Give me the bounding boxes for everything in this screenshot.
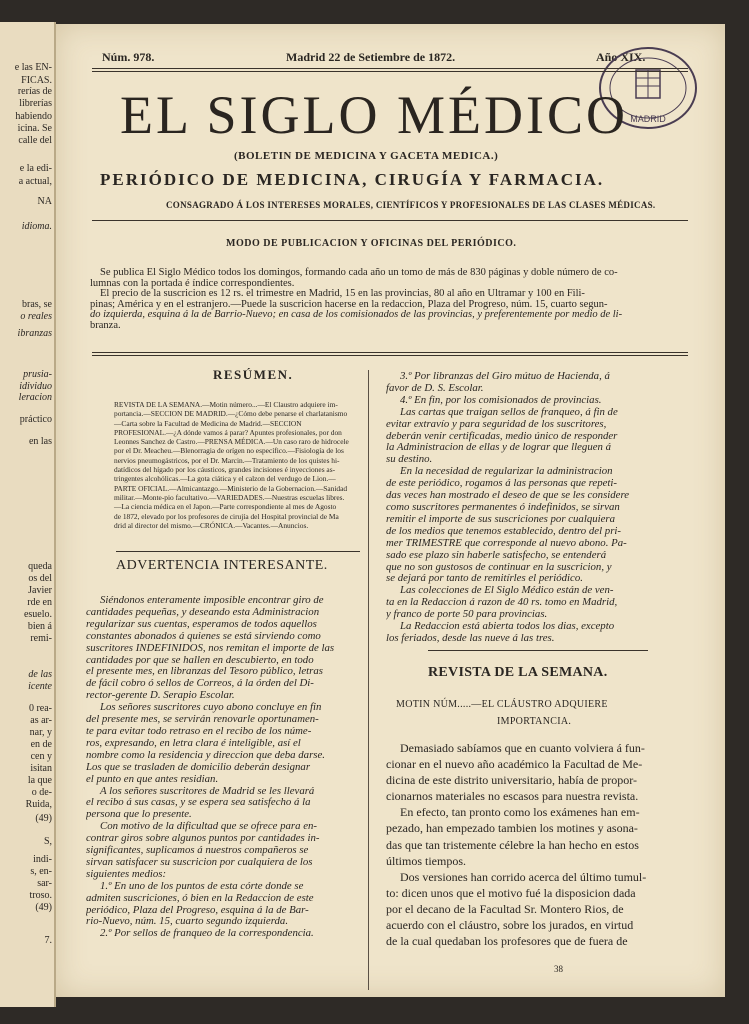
left-page-line: (49) — [35, 902, 52, 913]
advcol-line: A los señores suscritores de Madrid se les llevará — [100, 785, 315, 797]
advcol-line: contrar giros sobre algunos puntos por cantidades in- — [86, 833, 320, 845]
left-page-line: rerías de — [17, 86, 52, 97]
issue-date: Madrid 22 de Setiembre de 1872. — [286, 50, 456, 64]
resumen-line: de 1872, elevado por los profesores de cirujía del Hospital provincial de Ma — [114, 511, 339, 521]
rbody-line: por el decano de la Facultad Sr. Montero Rios, de — [386, 901, 624, 916]
advcol-line: periódico, Plaza del Progreso, esquina á la de Bar- — [86, 904, 309, 916]
advcol-line: sirvan satisfacer su suscricion por cualquiera de los — [86, 856, 313, 868]
advcol-line: admiten suscriciones, ó bien en la Redaccion de este — [86, 892, 314, 904]
left-page-line: leracion — [18, 392, 52, 403]
resumen-line: datídicos del hígado por los cáusticos, grandes incisiones é inyecciones as- — [114, 465, 336, 475]
advcol-line: el recibo á sus casas, y se espera sea satisfecho á la — [86, 797, 311, 809]
resumen-line: REVISTA DE LA SEMANA.—Motin número...—El Claustro adquiere im- — [114, 400, 338, 409]
resumen-line: PROFESIONAL.—¿A dónde vamos á parar? Apuntes profesionales, por don — [114, 427, 342, 437]
rtop-line: y franco de porte 50 para provincias. — [386, 609, 548, 621]
left-page-line: s, en- — [30, 866, 52, 877]
section-rule-2 — [92, 355, 688, 356]
rbody-line: acuerdo con el cláustro, sobre los jurados, en virtud — [386, 918, 634, 933]
pub-line: do izquierda, esquina á la de Barrio-Nuevo; en casa de los comisionados de las provincias, y preferentemente por medio de li- — [90, 309, 623, 320]
left-page-line: la que — [27, 775, 52, 786]
advcol-line: Los que se trasladen de domicilio deberán designar — [86, 761, 311, 773]
resumen-line: drid al director del mismo.—CRÓNICA.—Vacantes.—Anuncios. — [114, 520, 309, 530]
masthead-tagline: PERIÓDICO DE MEDICINA, CIRUGÍA Y FARMACIA. — [100, 170, 605, 189]
issue-year: Año XIX. — [596, 50, 646, 64]
left-page-line: (49) — [35, 813, 52, 824]
left-page-edge — [0, 22, 56, 1007]
motin-heading: MOTIN NÚM.....—EL CLÁUSTRO ADQUIERE — [396, 699, 608, 710]
advcol-line: de fácil cobro ó sellos de Correos, á la órden del Di- — [86, 678, 314, 690]
masthead-title: EL SIGLO MÉDICO — [120, 85, 628, 145]
rtop-line: su destino. — [386, 454, 433, 466]
rtop-line: sado ese plazo sin haberle satisfecho, se entenderá — [386, 549, 607, 561]
resumen-line: —Carta sobre la Facultad de Medicina de Madrid.—SECCION — [114, 418, 302, 428]
left-page-line: as ar- — [30, 715, 52, 726]
left-page-line: o reales — [20, 311, 52, 322]
rtop-line: Las cartas que traigan sellos de franqueo, á fin de — [400, 406, 618, 418]
advcol-line: cantidades pequeñas, y deseando esta Administracion — [86, 606, 320, 618]
resumen-line: por el Dr. Meacheu.—Blenorragia de orígen no específico.—Fisiología de los — [114, 446, 344, 456]
advcol-line: regularizar sus cuentas, esperamos de todos aquellos — [86, 618, 317, 630]
advcol-line: siguientes medios: — [86, 868, 167, 880]
advcol-line: 1.º En uno de los puntos de esta córte donde se — [100, 880, 304, 892]
left-page-line: esuelo. — [23, 609, 52, 620]
left-page-line: Javier — [28, 585, 52, 596]
left-page-line: isitan — [30, 763, 52, 774]
modo-heading: MODO DE PUBLICACION Y OFICINAS DEL PERIÓDICO. — [226, 238, 517, 249]
left-page-line: 0 rea- — [28, 703, 52, 714]
pub-line: El precio de la suscricion es 12 rs. el trimestre en Madrid, 15 en las provincias, 80 al año en Ultramar y 100 en Fili- — [100, 288, 585, 299]
rbody-line: En efecto, tan pronto como los exámenes han em- — [400, 805, 640, 820]
advcol-line: Los señores suscritores cuyo abono concluye en fin — [100, 702, 322, 714]
left-page-line: S, — [43, 836, 52, 847]
rtop-line: 4.º En fin, por los comisionados de provincias. — [400, 394, 602, 406]
rtop-line: 3.º Por libranzas del Giro mútuo de Hacienda, á — [400, 371, 610, 382]
pub-line: branza. — [90, 319, 121, 331]
rtop-line: Las colecciones de El Siglo Médico están de ven- — [400, 585, 614, 597]
left-page-line: calle del — [18, 135, 52, 146]
rtop-line: evitar extravío y para seguridad de los suscritores, — [386, 418, 607, 430]
left-page-line: sar- — [37, 878, 52, 889]
left-page-line: idividuo — [19, 381, 52, 392]
advcol-line: del presente mes, se servirán renovarle oportunamen- — [86, 714, 319, 726]
advcol-line: te para evitar todo retraso en el recibo de los núme- — [86, 725, 312, 737]
rtop-line: de este periódico, rogamos á las personas que repeti- — [386, 478, 617, 490]
rbody-line: to: dicen unos que el motivo fué la disposicion dada — [386, 885, 636, 900]
revista-title: REVISTA DE LA SEMANA. — [428, 665, 608, 680]
section-rule — [92, 352, 688, 353]
advcol-line: ros, expresando, en letra clara é inteligible, así el — [86, 737, 301, 749]
advcol-line: significantes, suplicamos á nuestros compañeros se — [86, 845, 309, 857]
revista-body — [386, 740, 706, 949]
left-page-line: 7. — [44, 935, 52, 946]
subscription-notes — [386, 371, 706, 645]
right-rule — [428, 650, 648, 651]
left-page-line: bras, se — [22, 299, 52, 310]
advcol-line: el punto en que antes residian. — [86, 773, 219, 785]
left-page-line: troso. — [29, 890, 52, 901]
resumen-line: portancia.—SECCION DE MADRID.—¿Cómo debe penarse el charlatanismo — [114, 409, 348, 419]
stamp-text: MADRID — [630, 114, 666, 124]
left-page-line: en las — [28, 436, 52, 447]
resumen-title: RESÚMEN. — [213, 367, 294, 382]
rbody-line: pezado, han empezado tambien los motines y asona- — [386, 821, 638, 836]
advcol-line: Siéndonos enteramente imposible encontrar giro de — [100, 595, 324, 606]
left-page-line: Ruida, — [25, 799, 52, 810]
left-page-line: ibranzas — [17, 328, 52, 339]
header-rule — [92, 68, 688, 69]
left-page-line: librerías — [19, 98, 52, 109]
left-page-line: nar, y — [29, 727, 52, 738]
motin-heading-2: IMPORTANCIA. — [497, 716, 572, 727]
left-page-line: remi- — [30, 633, 52, 644]
left-page-line: a actual, — [18, 176, 52, 187]
left-page-line: icina. Se — [17, 123, 52, 134]
pub-line: lumnas con la portada é índice correspondientes. — [90, 277, 295, 289]
rtop-line: los feriados, desde las nueve á las tres. — [386, 632, 555, 644]
rbody-line: cionar en el nuevo año académico la Facultad de Me- — [386, 757, 643, 772]
resumen-line: —La ciencia médica en el Japon.—Parte correspondiente al mes de Agosto — [114, 502, 337, 512]
rtop-line: favor de D. S. Escolar. — [386, 382, 484, 394]
left-page-line: os del — [28, 573, 52, 584]
left-page-line: habiendo — [15, 111, 52, 122]
rbody-line: Dos versiones han corrido acerca del último tumul- — [400, 869, 647, 884]
advcol-line: suscritores INDEFINIDOS, nos remitan el importe de las — [86, 642, 335, 654]
left-page-line: bien á — [27, 621, 52, 632]
rtop-line: de los medios que tenemos establecido, dentro del pri- — [386, 525, 621, 537]
advcol-line: constantes abonados á quienes se está sirviendo como — [86, 630, 321, 642]
left-page-line: en de — [30, 739, 52, 750]
resumen-line: PARTE OFICIAL.—Almicantazgo.—Ministerio de la Gobernacion.—Sanidad — [114, 483, 348, 493]
left-page-line: FICAS. — [21, 75, 52, 86]
header-rule-2 — [92, 71, 688, 72]
rbody-line: das que tan tristemente célebre la han hecho en estos — [386, 837, 639, 852]
rtop-line: como suscritores permanentes ó indefinidos, se sirvan — [386, 501, 620, 513]
advcol-line: persona que lo presente. — [86, 809, 192, 821]
advertencia-title: ADVERTENCIA INTERESANTE. — [116, 558, 328, 573]
left-page-line: icente — [28, 681, 52, 692]
masthead-rule — [92, 220, 688, 221]
left-page-line: idioma. — [21, 221, 52, 232]
left-page-line: cen y — [30, 751, 52, 762]
column-divider — [368, 370, 369, 990]
left-page-line: prusia- — [23, 369, 52, 380]
left-page-line: o de- — [31, 787, 52, 798]
resumen-rule — [116, 551, 360, 552]
resumen-line: Leonnes Sanchez de Castro.—PRENSA MÉDICA.—Un caso raro de hidrocele — [114, 437, 349, 447]
masthead-subtitle: (BOLETIN DE MEDICINA Y GACETA MEDICA.) — [234, 150, 499, 162]
rbody-line: Demasiado sabíamos que en cuanto volviera á fun- — [400, 741, 645, 755]
rtop-line: En la necesidad de regularizar la administracion — [400, 466, 613, 478]
rbody-line: dicina de este distrito universitario, había de propor- — [386, 773, 638, 788]
left-page-line: queda — [28, 561, 52, 572]
left-page-line: e las EN- — [14, 62, 52, 73]
advertencia-body — [86, 595, 364, 940]
rtop-line: se dejará por tanto de remitírles el periódico. — [386, 573, 583, 585]
rtop-line: La Redaccion está abierta todos los dias, excepto — [400, 621, 615, 633]
rtop-line: mer TRIMESTRE que corresponde al nuevo abono. Pa- — [386, 537, 627, 549]
advcol-line: Con motivo de la dificultad que se ofrece para en- — [100, 821, 317, 833]
advcol-line: 2.º Por sellos de franqueo de la correspondencia. — [100, 928, 314, 940]
advcol-line: rio-Nuevo, núm. 15, cuarto segundo izquierda. — [86, 916, 289, 928]
left-page-line: rde en — [27, 597, 52, 608]
resumen-line: militar.—Monte-pio facultativo.—VARIEDADES.—Nuestras escuelas libres. — [114, 492, 345, 502]
issue-number: Núm. 978. — [102, 50, 155, 64]
rtop-line: das veces han mostrado el deseo de que se les considere — [386, 490, 630, 502]
left-page-line: e la edi- — [19, 163, 52, 174]
rbody-line: últimos tiempos. — [386, 853, 467, 868]
newspaper-page — [56, 24, 725, 997]
advcol-line: nombre como la residencia y direccion que deba darse. — [86, 749, 325, 761]
rbody-line: de la cual quedaban los profesores que de fuera de — [386, 934, 628, 949]
resumen-line: nervios pneumogástricos, por el Dr. Marcin.—Tratamiento de los quistes hi- — [114, 455, 340, 465]
rtop-line: remitir el importe de sus suscriciones por cualquiera — [386, 513, 616, 525]
advcol-line: el presente mes, en libranzas del Tesoro público, letras — [86, 666, 323, 678]
resumen-body — [114, 400, 360, 530]
left-page-line: práctico — [19, 414, 52, 425]
left-page-line: NA — [37, 196, 52, 207]
advcol-line: cantidades por que se hallen en descubierto, en todo — [86, 654, 314, 666]
rtop-line: que no son gustosos de continuar en la suscricion, y — [386, 561, 612, 573]
pub-line: Se publica El Siglo Médico todos los domingos, formando cada año un tomo de más de 830 páginas y doble número de co- — [100, 267, 618, 278]
left-page-line: de las — [28, 669, 52, 680]
pub-line: pinas; América y en el estranjero.—Puede la suscricion hacerse en la redaccion, Plaza del Progreso, núm. 15, cuarto segun- — [90, 298, 608, 310]
page-number: 38 — [554, 964, 563, 974]
rtop-line: ta en la Redaccion á razon de 40 rs. tomo en Madrid, — [386, 597, 618, 609]
masthead-dedication: CONSAGRADO Á LOS INTERESES MORALES, CIENTÍFICOS Y PROFESIONALES DE LAS CLASES MÉDICAS. — [166, 200, 656, 210]
publication-info — [90, 268, 690, 331]
advcol-line: rector-gerente D. Serapio Escolar. — [86, 690, 235, 702]
resumen-line: tringentes alcohólicas.—La gota ciática y el calzon del verdugo de Lion.— — [114, 474, 336, 484]
rbody-line: cionarnos materiales no escasos para nuestra revista. — [386, 789, 639, 804]
left-page-line: indi- — [33, 854, 52, 865]
rtop-line: la Administracion de ellas y de lograr que lleguen á — [386, 442, 612, 454]
rtop-line: deberán venir certificadas, medio único de responder — [386, 430, 618, 442]
